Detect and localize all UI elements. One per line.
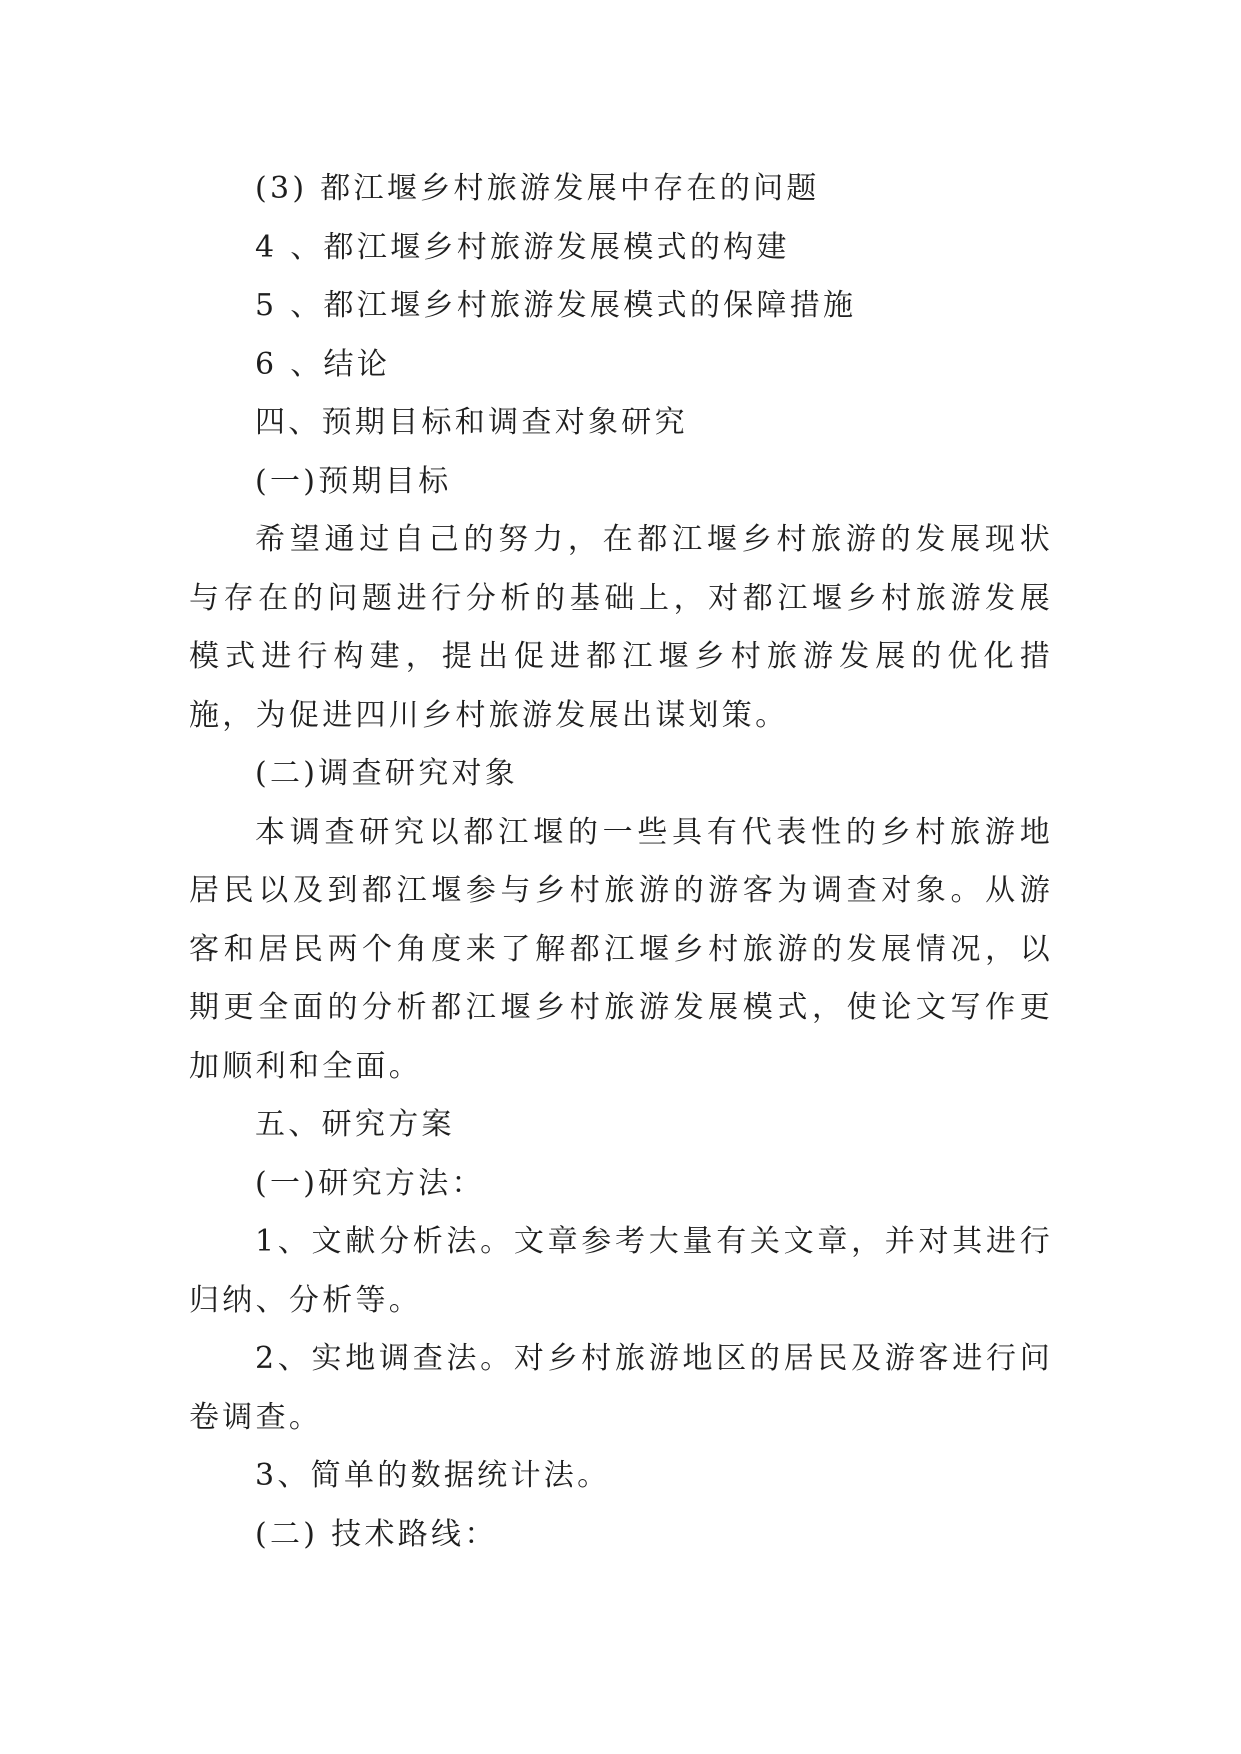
list-item-3-problems: (3) 都江堰乡村旅游发展中存在的问题	[255, 171, 820, 206]
section-heading-5: 五、研究方案	[255, 1107, 455, 1142]
body-paragraph-expected-goals: 希望通过自己的努力，在都江堰乡村旅游的发展现状与存在的问题进行分析的基础上，对都江堰乡村旅游发展模式进行构建，提出促进都江堰乡村旅游发展的优化措施，为促进四川乡村旅游发展出谋划策。	[189, 522, 1053, 733]
subheading-research-methods: (一)研究方法：	[255, 1165, 485, 1201]
section-heading-4: 四、预期目标和调查对象研究	[255, 405, 688, 440]
subheading-technical-route: (二) 技术路线：	[255, 1516, 498, 1552]
subheading-expected-goals: (一)预期目标	[255, 463, 452, 499]
method-item-field-survey: 2、实地调查法。对乡村旅游地区的居民及游客进行问卷调查。	[189, 1341, 1053, 1435]
method-item-statistics: 3、简单的数据统计法。	[255, 1458, 611, 1493]
list-item-5-safeguard-measures: 5 、都江堰乡村旅游发展模式的保障措施	[255, 288, 857, 323]
subheading-research-subjects: (二)调查研究对象	[255, 756, 519, 791]
list-item-4-model-construction: 4 、都江堰乡村旅游发展模式的构建	[255, 229, 790, 265]
body-paragraph-research-subjects: 本调查研究以都江堰的一些具有代表性的乡村旅游地居民以及到都江堰参与乡村旅游的游客为调查对象。从游客和居民两个角度来了解都江堰乡村旅游的发展情况，以期更全面的分析都江堰乡村旅游发展模式，使论文写作更加顺利和全面。	[189, 814, 1053, 1084]
list-item-6-conclusion: 6 、结论	[255, 346, 391, 382]
method-item-literature-analysis: 1、文献分析法。文章参考大量有关文章，并对其进行归纳、分析等。	[189, 1224, 1053, 1318]
